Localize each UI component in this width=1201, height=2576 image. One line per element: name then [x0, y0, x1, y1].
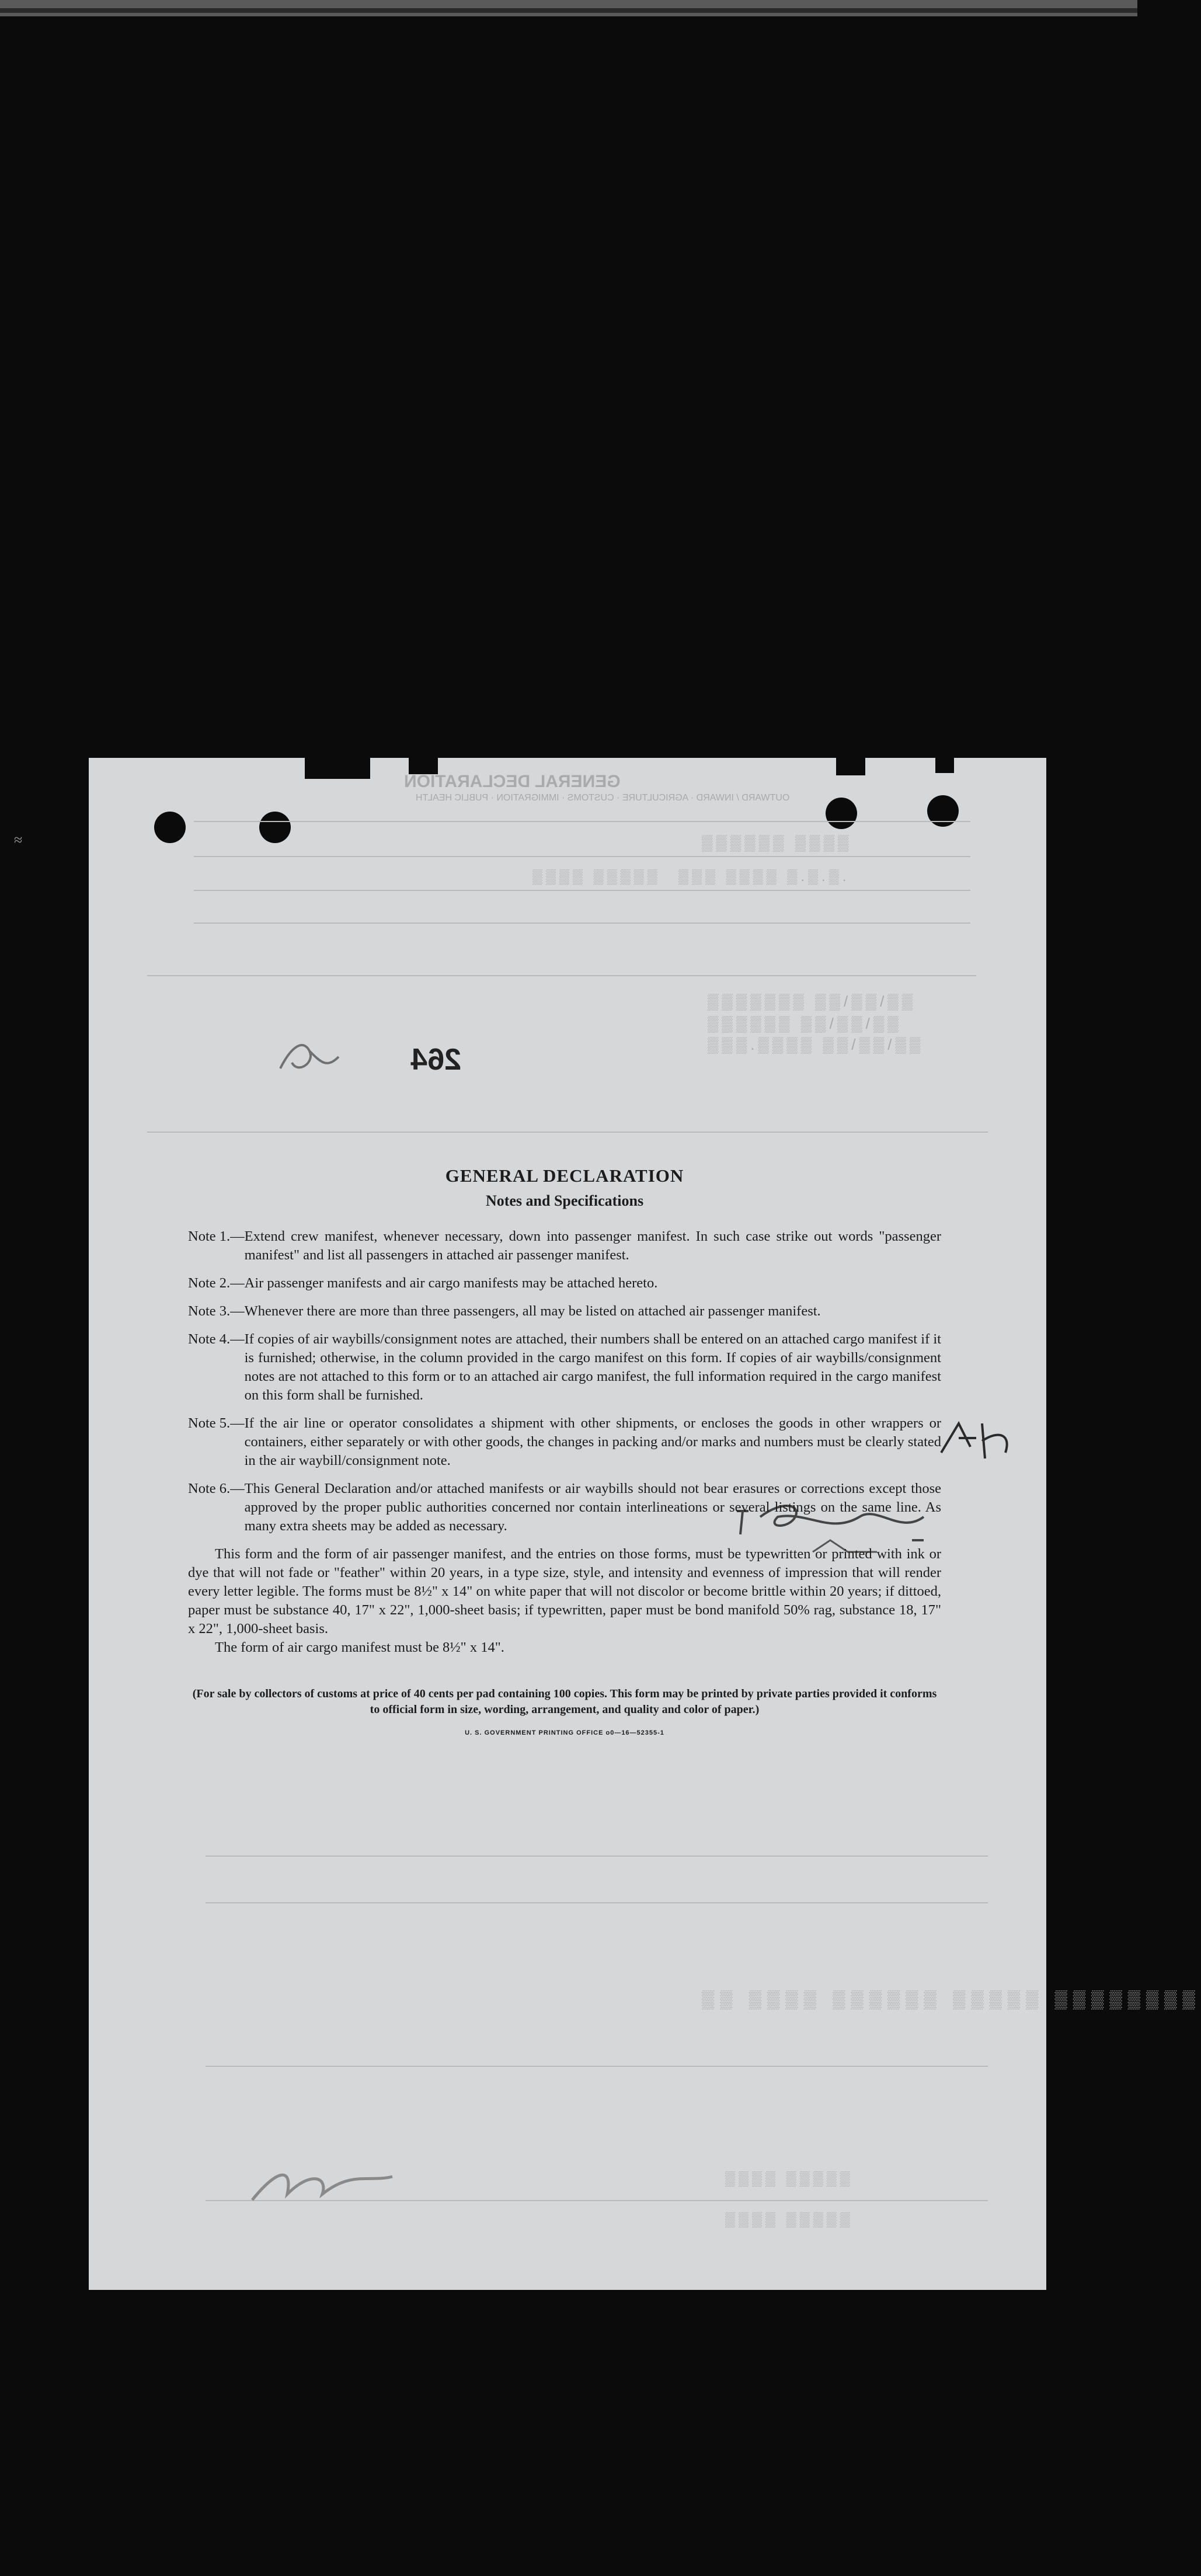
top-film-strip-inner — [0, 8, 1137, 13]
note-6 — [188, 1480, 941, 1536]
note-5 — [188, 1414, 941, 1470]
note-text: If the air line or operator consolidates a shipment with other shipments, or encloses the goods in other wrappers or containers, either separately or with other goods, the changes in packing and/or marks and numbers must be clearly stated in the air waybill/consignment note. — [244, 1415, 941, 1468]
note-label: Note 5.— — [188, 1415, 245, 1431]
note-text: Extend crew manifest, whenever necessary, down into passenger manifest. In such case strike out words "passenger manifest" and list all passengers in attached air passenger manifest. — [244, 1228, 941, 1263]
document-title: GENERAL DECLARATION — [445, 1165, 684, 1186]
torn-edge — [935, 758, 954, 773]
note-2 — [188, 1274, 941, 1293]
note-label: Note 4.— — [188, 1331, 245, 1347]
note-1 — [188, 1227, 941, 1265]
document-page: GENERAL DECLARATION OUTWARD / INWARD · AGRICULTURE · CUSTOMS · IMMIGRATION · PUBLIC HEALTH ▒▒▒▒▒▒ ▒▒▒▒ ▒▒▒▒ ▒▒▒▒▒ ▒▒▒ ▒▒▒▒ ▒.▒.▒. ▒▒▒▒▒▒▒ ▒▒/▒▒/▒▒ ▒▒▒▒▒▒ ▒▒/▒▒/▒▒ ▒▒▒.▒▒▒▒ ▒▒/▒▒/▒▒ ▒▒ ▒▒▒▒ ▒▒▒▒▒▒ ▒▒▒▒▒ ▒▒▒▒▒▒▒▒ ▒▒▒▒ ▒▒▒▒▒ ▒▒▒▒ ▒▒▒▒▒ 264 GENERAL DECLARATION Notes and Specifications Note 1.— Extend crew manifest, whenever necessary, down into passenger manifest. In such case strike out words "passenger manifest" and list all passengers in attached air passenger manifest. Note 2.— Air passenger manifests and air cargo manifests may be attached hereto. Note 3.— Whenever there are more than three passengers, all may be listed on attached air passenger manifest. Note 4.— If copies of air waybills/consignment notes are attached, their numbers shall be entered on an attached cargo manifest if it is furnished; otherwise, in the column provided in the cargo manifest on this form. If copies of air waybills/consignment notes are not attached to this form or to an attached air cargo manifest, the full information required in the cargo manifest on this form shall be furnished. Note 5.— If the air line or operator consolidates a shipment with other shipments, or encloses the goods in other wrappers or containers, either separately or with other goods, the changes in packing and/or marks and numbers must be clearly stated in the air waybill/consignment note. Note 6.— This General Declaration and/or attached manifests or air waybills should not bear erasures or corrections except those approved by the proper public authorities concerned nor contain interlineations or several listings on the same line. As many extra sheets may be added as necessary. This form and the form of air passenger manifest, and the entries on those forms, must be typewritten or printed with ink or dye that will not fade or "feather" within 20 years, in a type size, style, and intensity and evenness of impression that will render every letter legible. The forms must be 8½" x 14" on white paper that will not discolor or become brittle within 20 years; if dittoed, paper must be substance 40, 17" x 22", 1,000-sheet basis; if typewritten, paper must be bond manifold 50% rag, substance 18, 17" x 22", 1,000-sheet basis. The form of air cargo manifest must be 8½" x 14". (For sale by collectors of customs at price of 40 cents per pad containing 100 copies. This form may be printed by private parties provided it conforms to official form in size, wording, arrangement, and quality and color of paper.) U. S. GOVERNMENT PRINTING OFFICE o0—16—52355-1 — [89, 758, 1046, 2290]
handwritten-page-number — [274, 1028, 496, 1086]
top-film-strip — [0, 0, 1137, 16]
handwritten-initials — [935, 1418, 1023, 1464]
cargo-manifest-size-paragraph: The form of air cargo manifest must be 8½" x 14". — [215, 1639, 504, 1655]
handwritten-signature — [241, 2159, 416, 2218]
note-label: Note 6.— — [188, 1481, 245, 1496]
document-subtitle: Notes and Specifications — [485, 1192, 644, 1209]
note-label: Note 1.— — [188, 1228, 245, 1244]
note-text: This General Declaration and/or attached manifests or air waybills should not bear erasures or corrections except those approved by the proper public authorities concerned nor contain interlineations or several listings on the same line. As many extra sheets may be added as necessary. — [244, 1481, 941, 1534]
sale-note: (For sale by collectors of customs at price of 40 cents per pad containing 100 copies. This form may be printed by private parties provided it conforms to official form in size, wording, arrangement, and quality and color of paper.) — [192, 1687, 937, 1716]
punch-hole — [154, 812, 186, 843]
torn-edge — [836, 758, 865, 775]
note-text: If copies of air waybills/consignment notes are attached, their numbers shall be entered on an attached cargo manifest if it is furnished; otherwise, in the column provided in the cargo manifest on this form. If copies of air waybills/consignment notes are not attached to this form or to an attached air cargo manifest, the full information required in the cargo manifest on this form shall be furnished. — [244, 1331, 941, 1403]
punch-hole — [259, 812, 291, 843]
note-text: Whenever there are more than three passengers, all may be listed on attached air passenger manifest. — [244, 1303, 821, 1319]
notes-section — [188, 1165, 941, 1736]
note-3 — [188, 1302, 941, 1321]
note-text: Air passenger manifests and air cargo manifests may be attached hereto. — [244, 1275, 658, 1291]
stray-mark: ≈ — [14, 831, 23, 848]
punch-hole — [826, 798, 857, 829]
torn-edge — [305, 758, 370, 779]
svg-text:264: 264 — [410, 1043, 461, 1077]
note-label: Note 3.— — [188, 1303, 245, 1319]
note-4 — [188, 1330, 941, 1405]
form-specification-paragraph: This form and the form of air passenger manifest, and the entries on those forms, must be typewritten or printed with ink or dye that will not fade or "feather" within 20 years, in a type size, style, and intensity and evenness of impression that will render every letter legible. The forms must be 8½" x 14" on white paper that will not discolor or become brittle within 20 years; if dittoed, paper must be substance 40, 17" x 22", 1,000-sheet basis; if typewritten, paper must be bond manifold 50% rag, substance 18, 17" x 22", 1,000-sheet basis. — [188, 1546, 941, 1637]
printing-office-imprint: U. S. GOVERNMENT PRINTING OFFICE o0—16—52355-1 — [465, 1729, 664, 1736]
note-label: Note 2.— — [188, 1275, 245, 1291]
